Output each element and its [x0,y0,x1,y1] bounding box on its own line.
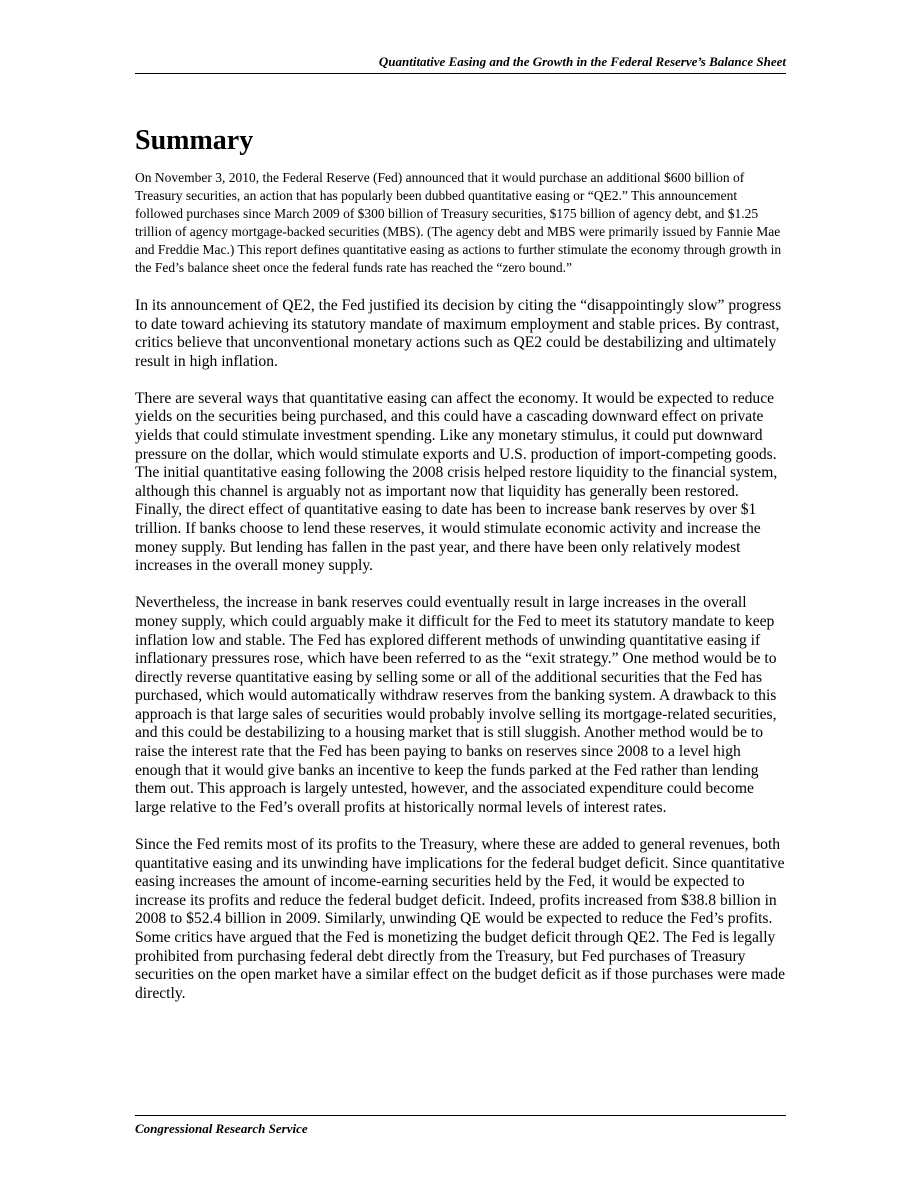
summary-body [135,297,786,1022]
page-title: Summary [135,125,254,156]
body-paragraph: In its announcement of QE2, the Fed justified its decision by citing the “disappointingly slow” progress to date toward achieving its statutory mandate of maximum employment and stable prices. By contrast, critics believe that unconventional monetary actions such as QE2 could be destabilizing and ultimately result in high inflation. [135,297,782,370]
summary-abstract: On November 3, 2010, the Federal Reserve (Fed) announced that it would purchase an additional $600 billion of Treasury securities, an action that has popularly been dubbed quantitative easing or “QE2.” This announcement followed purchases since March 2009 of $300 billion of Treasury securities, $175 billion of agency debt, and $1.25 trillion of agency mortgage-backed securities (MBS). (The agency debt and MBS were primarily issued by Fannie Mae and Freddie Mac.) This report defines quantitative easing as actions to further stimulate the economy through growth in the Fed’s balance sheet once the federal funds rate has reached the “zero bound.” [135,170,782,275]
body-paragraph: Nevertheless, the increase in bank reserves could eventually result in large increases in the overall money supply, which could arguably make it difficult for the Fed to meet its statutory mandate to keep inflation low and stable. The Fed has explored different methods of unwinding quantitative easing if inflationary pressures rose, which have been referred to as the “exit strategy.” One method would be to directly reverse quantitative easing by selling some or all of the additional securities that the Fed has purchased, which would automatically withdraw reserves from the banking system. A drawback to this approach is that large sales of securities would probably involve selling its mortgage-related securities, and this could be destabilizing to a housing market that is still sluggish. Another method would be to raise the interest rate that the Fed has been paying to banks on reserves since 2008 to a level high enough that it would give banks an incentive to keep the funds parked at the Fed rather than lending them out. This approach is largely untested, however, and the associated expenditure could become large relative to the Fed’s overall profits at historically normal levels of interest rates. [135,594,777,816]
body-paragraph: There are several ways that quantitative easing can affect the economy. It would be expected to reduce yields on the securities being purchased, and this could have a cascading downward effect on private yields that could stimulate investment spending. Like any monetary stimulus, it could put downward pressure on the dollar, which would stimulate exports and U.S. production of import-competing goods. The initial quantitative easing following the 2008 crisis helped restore liquidity to the financial system, although this channel is arguably not as important now that liquidity has generally been restored. Finally, the direct effect of quantitative easing to date has been to increase bank reserves by over $1 trillion. If banks choose to lend these reserves, it would stimulate economic activity and increase the money supply. But lending has fallen in the past year, and there have been only relatively modest increases in the overall money supply. [135,389,778,575]
body-paragraph: Since the Fed remits most of its profits to the Treasury, where these are added to general revenues, both quantitative easing and its unwinding have implications for the federal budget deficit. Since quantitative easing increases the amount of income-earning securities held by the Fed, it would be expected to increase its profits and reduce the federal budget deficit. Indeed, profits increased from $38.8 billion in 2008 to $52.4 billion in 2009. Similarly, unwinding QE would be expected to reduce the Fed’s profits. Some critics have argued that the Fed is monetizing the budget deficit through QE2. The Fed is legally prohibited from purchasing federal debt directly from the Treasury, but Fed purchases of Treasury securities on the open market have a similar effect on the budget deficit as if those purchases were made directly. [135,835,786,1002]
running-header-title: Quantitative Easing and the Growth in the Federal Reserve’s Balance Sheet [135,54,786,74]
running-footer: Congressional Research Service [135,1115,786,1137]
